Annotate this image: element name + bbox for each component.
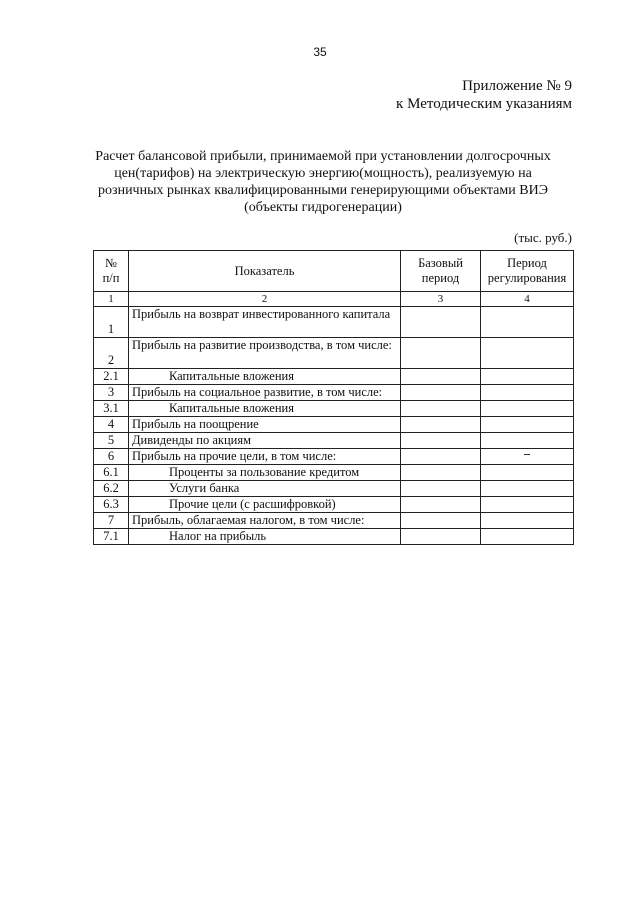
- row-regulation-value[interactable]: [481, 369, 574, 385]
- row-number: 6: [94, 449, 129, 465]
- row-base-value[interactable]: [401, 529, 481, 545]
- row-number: 7.1: [94, 529, 129, 545]
- header-reg-line: Период: [507, 256, 547, 270]
- row-number: 5: [94, 433, 129, 449]
- row-base-value[interactable]: [401, 417, 481, 433]
- header-regulation-period: [481, 251, 574, 292]
- row-regulation-value[interactable]: [481, 417, 574, 433]
- appendix-label: Приложение № 9: [462, 78, 572, 94]
- header-base-line: период: [421, 271, 460, 285]
- page-number: 35: [313, 45, 327, 59]
- row-base-value[interactable]: [401, 449, 481, 465]
- row-indicator: Налог на прибыль: [129, 529, 401, 545]
- title-line: цен(тарифов) на электрическую энергию(мощность), реализуемую на: [114, 166, 532, 181]
- scan-mark: [524, 454, 530, 455]
- row-regulation-value[interactable]: [481, 449, 574, 465]
- table-row: [94, 417, 574, 433]
- row-regulation-value[interactable]: [481, 338, 574, 369]
- table-row: [94, 529, 574, 545]
- row-base-value[interactable]: [401, 369, 481, 385]
- row-regulation-value[interactable]: [481, 401, 574, 417]
- table-row: [94, 481, 574, 497]
- table-row: [94, 401, 574, 417]
- row-indicator: Проценты за пользование кредитом: [129, 465, 401, 481]
- title-line: Расчет балансовой прибыли, принимаемой при установлении долгосрочных: [95, 149, 551, 164]
- row-base-value[interactable]: [401, 497, 481, 513]
- table-row: [94, 385, 574, 401]
- row-indicator: Прибыль на социальное развитие, в том числе:: [129, 385, 401, 401]
- header-number-line: п/п: [102, 271, 120, 285]
- row-number: 3: [94, 385, 129, 401]
- row-indicator: Капитальные вложения: [129, 401, 401, 417]
- document-title: [88, 148, 558, 216]
- table-row: [94, 497, 574, 513]
- row-regulation-value[interactable]: [481, 307, 574, 338]
- row-number: 1: [94, 307, 129, 338]
- row-indicator: Прочие цели (с расшифровкой): [129, 497, 401, 513]
- row-number: 6.2: [94, 481, 129, 497]
- row-number: 7: [94, 513, 129, 529]
- row-regulation-value[interactable]: [481, 497, 574, 513]
- header-number: [94, 251, 129, 292]
- row-indicator: Прибыль на прочие цели, в том числе:: [129, 449, 401, 465]
- column-number: 3: [401, 292, 481, 307]
- row-base-value[interactable]: [401, 338, 481, 369]
- row-number: 2: [94, 338, 129, 369]
- title-line: (объекты гидрогенерации): [244, 200, 402, 215]
- row-indicator: Услуги банка: [129, 481, 401, 497]
- row-base-value[interactable]: [401, 481, 481, 497]
- units-label: (тыс. руб.): [514, 230, 572, 245]
- row-regulation-value[interactable]: [481, 433, 574, 449]
- row-regulation-value[interactable]: [481, 385, 574, 401]
- row-regulation-value[interactable]: [481, 481, 574, 497]
- table-row: [94, 513, 574, 529]
- table-row: [94, 449, 574, 465]
- row-indicator: Прибыль на возврат инвестированного капитала: [129, 307, 401, 338]
- row-indicator: Прибыль, облагаемая налогом, в том числе:: [129, 513, 401, 529]
- row-base-value[interactable]: [401, 465, 481, 481]
- row-number: 6.1: [94, 465, 129, 481]
- table-row: [94, 433, 574, 449]
- table-row: [94, 307, 574, 338]
- row-number: 6.3: [94, 497, 129, 513]
- row-number: 2.1: [94, 369, 129, 385]
- row-base-value[interactable]: [401, 307, 481, 338]
- header-base-period: [401, 251, 481, 292]
- profit-table: [93, 250, 574, 545]
- row-regulation-value[interactable]: [481, 513, 574, 529]
- row-number: 4: [94, 417, 129, 433]
- header-number-line: №: [105, 256, 117, 270]
- row-number: 3.1: [94, 401, 129, 417]
- header-indicator: Показатель: [129, 251, 401, 292]
- row-base-value[interactable]: [401, 401, 481, 417]
- row-regulation-value[interactable]: [481, 529, 574, 545]
- row-indicator: Прибыль на развитие производства, в том числе:: [129, 338, 401, 369]
- column-number-row: [94, 292, 574, 307]
- table-row: [94, 369, 574, 385]
- header-reg-line: регулирования: [487, 271, 567, 285]
- appendix-reference: к Методическим указаниям: [396, 96, 572, 112]
- row-regulation-value[interactable]: [481, 465, 574, 481]
- column-number: 1: [94, 292, 129, 307]
- row-indicator: Капитальные вложения: [129, 369, 401, 385]
- row-base-value[interactable]: [401, 433, 481, 449]
- column-number: 2: [129, 292, 401, 307]
- column-number: 4: [481, 292, 574, 307]
- table-row: [94, 465, 574, 481]
- row-base-value[interactable]: [401, 513, 481, 529]
- header-base-line: Базовый: [418, 256, 463, 270]
- table-row: [94, 338, 574, 369]
- row-indicator: Дивиденды по акциям: [129, 433, 401, 449]
- table-header-row: [94, 251, 574, 292]
- row-base-value[interactable]: [401, 385, 481, 401]
- title-line: розничных рынках квалифицированными генерирующими объектами ВИЭ: [98, 183, 548, 198]
- row-indicator: Прибыль на поощрение: [129, 417, 401, 433]
